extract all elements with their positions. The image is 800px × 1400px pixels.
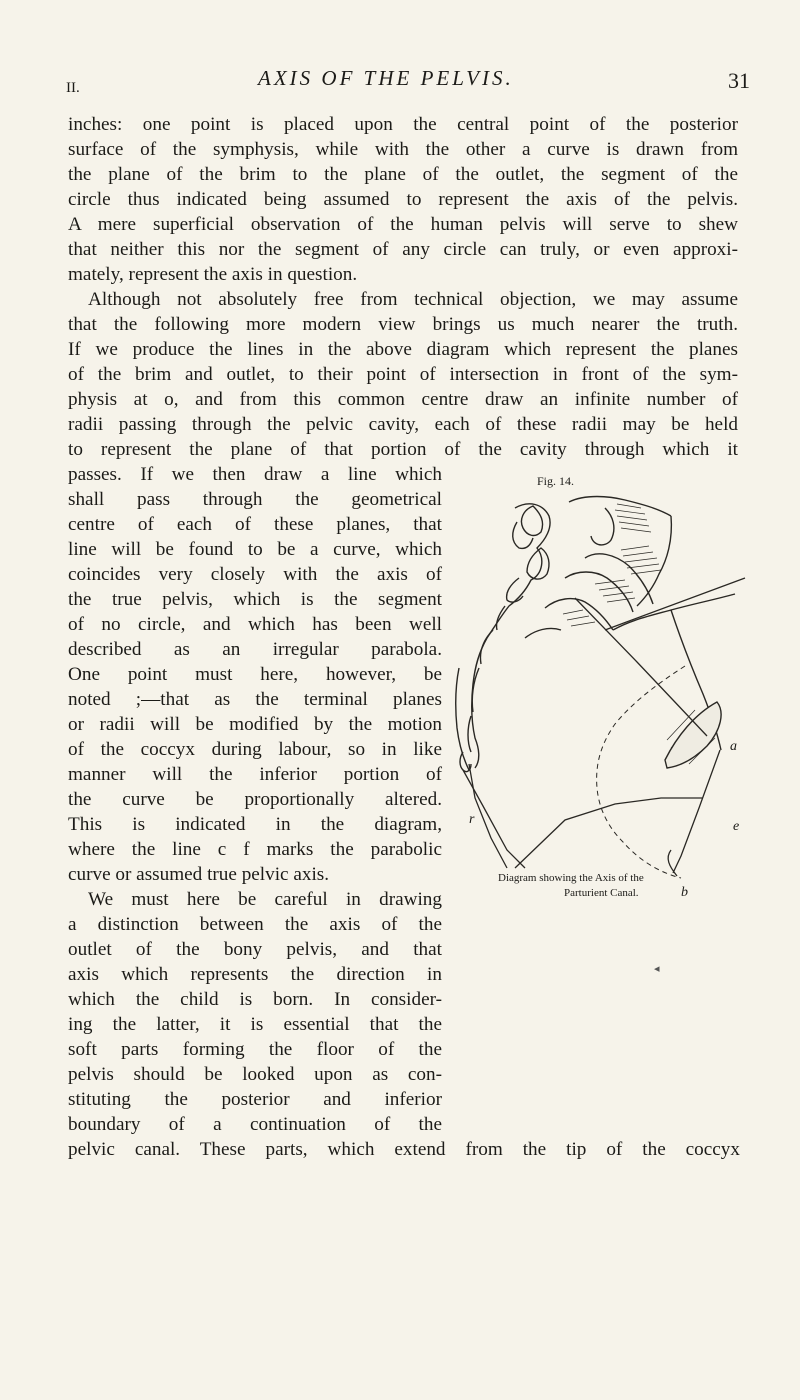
text-line: If we produce the lines in the above diagram which represent the planes <box>68 339 738 360</box>
text-line: pelvis should be looked upon as con- <box>68 1064 442 1085</box>
text-line: One point must here, however, be <box>68 664 442 685</box>
text-line: described as an irregular parabola. <box>68 639 442 660</box>
text-line: which the child is born. In consider- <box>68 989 442 1010</box>
text-line: curve or assumed true pelvic axis. <box>68 864 330 885</box>
label-r: r <box>469 812 475 827</box>
figure-caption-line1: Diagram showing the Axis of the <box>498 872 644 884</box>
page-number: 31 <box>728 68 750 93</box>
text-line: We must here be careful in drawing <box>88 889 442 910</box>
text-line: pelvic canal. These parts, which extend from the tip of the coccyx <box>68 1139 740 1160</box>
text-line: stituting the posterior and inferior <box>68 1089 442 1110</box>
text-line: of no circle, and which has been well <box>68 614 442 635</box>
page-mark: ◂ <box>654 962 660 975</box>
text-line: the true pelvis, which is the segment <box>68 589 442 610</box>
text-line: the plane of the brim to the plane of the outlet, the segment of the <box>68 164 738 185</box>
text-line: of the coccyx during labour, so in like <box>68 739 442 760</box>
text-line: or radii will be modified by the motion <box>68 714 442 735</box>
text-line: Although not absolutely free from technical objection, we may assume <box>88 289 738 310</box>
text-line: of the brim and outlet, to their point of intersection in front of the sym- <box>68 364 738 385</box>
text-line: noted ;—that as the terminal planes <box>68 689 442 710</box>
text-line: boundary of a continuation of the <box>68 1114 442 1135</box>
label-b: b <box>681 885 688 900</box>
text-line: physis at o, and from this common centre draw an infinite number of <box>68 389 738 410</box>
pubis-outline <box>569 497 671 517</box>
running-header <box>66 66 750 96</box>
text-line: passes. If we then draw a line which <box>68 464 442 485</box>
text-line: mately, represent the axis in question. <box>68 264 358 285</box>
text-line: ing the latter, it is essential that the <box>68 1014 442 1035</box>
text-line: a distinction between the axis of the <box>68 914 442 935</box>
text-line: outlet of the bony pelvis, and that <box>68 939 442 960</box>
text-line: radii passing through the pelvic cavity, each of these radii may be held <box>68 414 738 435</box>
text-line: circle thus indicated being assumed to represent the axis of the pelvis. <box>68 189 738 210</box>
text-line: to represent the plane of that portion of the cavity through which it <box>68 439 738 460</box>
label-e: e <box>733 819 740 834</box>
text-line: inches: one point is placed upon the central point of the posterior <box>68 114 738 135</box>
text-line: centre of each of these planes, that <box>68 514 442 535</box>
text-line: manner will the inferior portion of <box>68 764 442 785</box>
plane-line-lower <box>515 798 703 868</box>
text-line: coincides very closely with the axis of <box>68 564 442 585</box>
text-line: surface of the symphysis, while with the other a curve is drawn from <box>68 139 738 160</box>
text-line: axis which represents the direction in <box>68 964 442 985</box>
figure-caption-line2: Parturient Canal. <box>564 887 639 899</box>
running-title: AXIS OF THE PELVIS. <box>258 66 514 90</box>
text-line: line will be found to be a curve, which <box>68 539 442 560</box>
chapter-number: II. <box>66 80 80 96</box>
figure-label: Fig. 14. <box>537 474 575 488</box>
text-line: shall pass through the geometrical <box>68 489 442 510</box>
text-line: A mere superficial observation of the human pelvis will serve to shew <box>68 214 738 235</box>
text-line: This is indicated in the diagram, <box>68 814 442 835</box>
text-line: the curve be proportionally altered. <box>68 789 442 810</box>
text-line: that the following more modern view brings us much nearer the truth. <box>68 314 738 335</box>
sacrum-outline <box>472 504 550 768</box>
text-line: where the line c f marks the parabolic <box>68 839 442 860</box>
text-line: that neither this nor the segment of any circle can truly, or even approxi- <box>68 239 738 260</box>
text-line: soft parts forming the floor of the <box>68 1039 442 1060</box>
label-a: a <box>730 739 737 754</box>
